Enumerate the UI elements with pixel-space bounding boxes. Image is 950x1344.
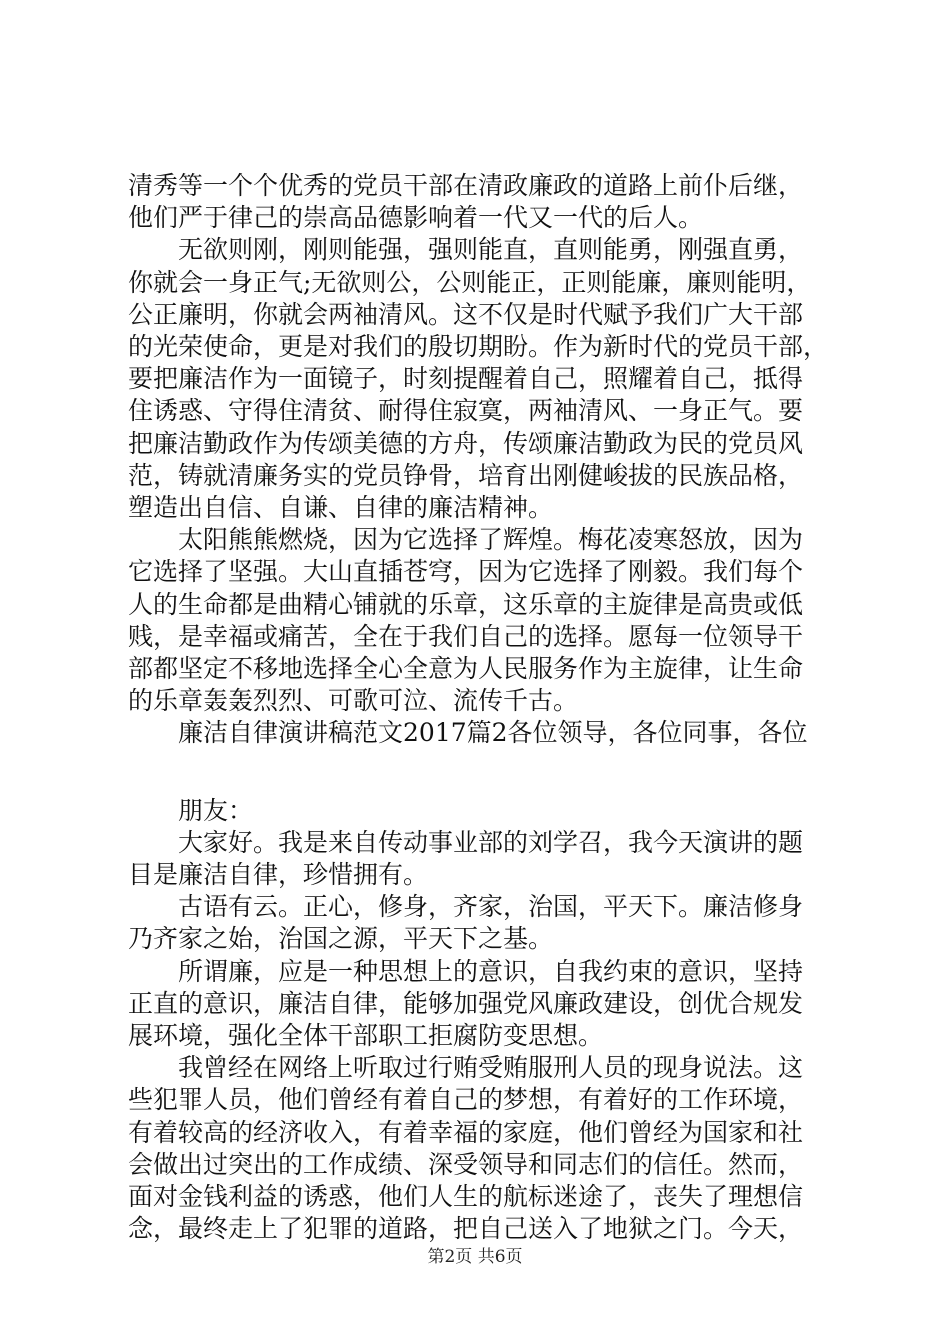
text-line: 有着较高的经济收入，有着幸福的家庭，他们曾经为国家和社 (128, 1117, 804, 1147)
text-line: 把廉洁勤政作为传颂美德的方舟，传颂廉洁勤政为民的党员风 (128, 428, 804, 458)
text-line: 太阳熊熊燃烧，因为它选择了辉煌。梅花凌寒怒放，因为 (128, 525, 804, 555)
text-line: 展环境，强化全体干部职工拒腐防变思想。 (128, 1021, 604, 1051)
text-block-1 (128, 170, 848, 750)
text-line: 它选择了坚强。大山直插苍穹，因为它选择了刚毅。我们每个 (128, 557, 804, 587)
text-line: 目是廉洁自律，珍惜拥有。 (128, 860, 429, 890)
text-line: 乃齐家之始，治国之源，平天下之基。 (128, 924, 554, 954)
text-line: 些犯罪人员，他们曾经有着自己的梦想，有着好的工作环境， (128, 1085, 804, 1115)
text-line: 住诱惑、守得住清贫、耐得住寂寞，两袖清风、一身正气。要 (128, 396, 804, 426)
text-line: 清秀等一个个优秀的党员干部在清政廉政的道路上前仆后继， (128, 171, 804, 200)
text-line: 塑造出自信、自谦、自律的廉洁精神。 (128, 493, 554, 523)
text-line: 的乐章轰轰烈烈、可歌可泣、流传千古。 (128, 686, 579, 716)
text-line: 所谓廉，应是一种思想上的意识，自我约束的意识，坚持 (128, 956, 804, 986)
text-line: 公正廉明，你就会两袖清风。这不仅是时代赋予我们广大干部 (128, 299, 804, 329)
text-line: 他们严于律己的崇高品德影响着一代又一代的后人。 (128, 203, 704, 233)
text-line: 廉洁自律演讲稿范文2017篇2各位领导，各位同事，各位 (128, 718, 808, 748)
text-block-2 (128, 795, 848, 1246)
text-line: 范，铸就清廉务实的党员铮骨，培育出刚健峻拔的民族品格， (128, 460, 804, 490)
text-line: 古语有云。正心，修身，齐家，治国，平天下。廉洁修身 (128, 892, 804, 922)
text-line: 要把廉洁作为一面镜子，时刻提醒着自己，照耀着自己，抵得 (128, 364, 804, 394)
text-line: 无欲则刚，刚则能强，强则能直，直则能勇，刚强直勇， (128, 235, 804, 265)
text-line: 会做出过突出的工作成绩、深受领导和同志们的信任。然而， (128, 1149, 804, 1179)
text-line: 部都坚定不移地选择全心全意为人民服务作为主旋律，让生命 (128, 654, 804, 684)
text-line: 人的生命都是曲精心铺就的乐章，这乐章的主旋律是高贵或低 (128, 589, 804, 619)
text-line: 我曾经在网络上听取过行贿受贿服刑人员的现身说法。这 (128, 1053, 804, 1083)
text-line: 念，最终走上了犯罪的道路，把自己送入了地狱之门。今天， (128, 1214, 804, 1244)
page-footer: 第2页 共6页 (427, 1247, 523, 1267)
text-line: 大家好。我是来自传动事业部的刘学召，我今天演讲的题 (128, 827, 804, 857)
text-line: 贱，是幸福或痛苦，全在于我们自己的选择。愿每一位领导干 (128, 621, 804, 651)
body-text (128, 170, 848, 1246)
text-line: 朋友： (128, 795, 254, 825)
text-line: 你就会一身正气;无欲则公，公则能正，正则能廉，廉则能明， (128, 267, 812, 297)
text-line: 的光荣使命，更是对我们的殷切期盼。作为新时代的党员干部， (128, 332, 829, 362)
text-line: 正直的意识，廉洁自律，能够加强党风廉政建设，创优合规发 (128, 988, 804, 1018)
text-line: 面对金钱利益的诱惑，他们人生的航标迷途了，丧失了理想信 (128, 1182, 804, 1212)
paragraph-gap (128, 750, 848, 795)
